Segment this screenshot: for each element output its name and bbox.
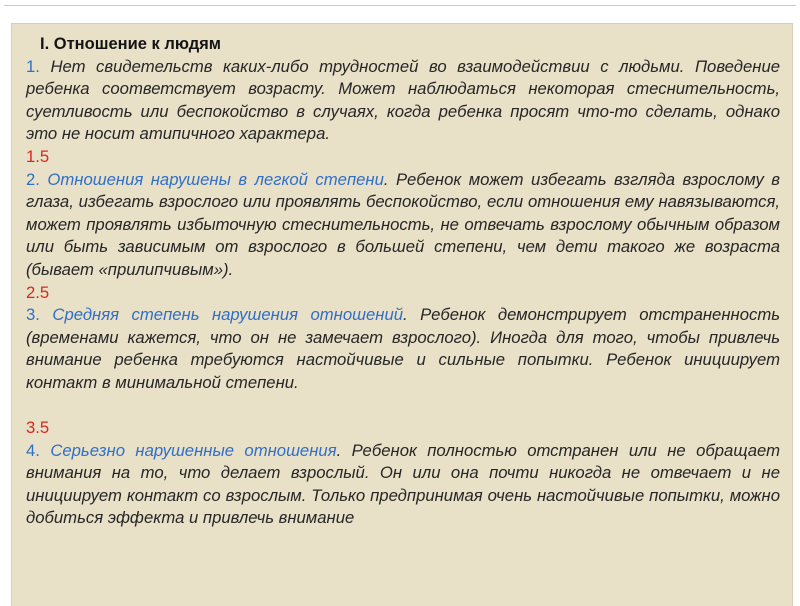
slide-frame <box>4 5 796 606</box>
content-panel <box>12 24 792 606</box>
section-heading: I. Отношение к людям <box>40 35 222 53</box>
item-4 <box>26 440 780 530</box>
item-1-number: 1. <box>26 56 40 76</box>
item-4-number: 4. <box>26 440 40 460</box>
item-4-text: . Ребенок полностью отстранен или не обращает внимания на то, что делает взрослый. Он или она почти никогда не отвечает и не инициирует контакт со взрослым. Только предпринимая очень настойчивые попытки, можно добиться эффекта и привлечь внимание <box>26 440 780 528</box>
item-3-score: 3.5 <box>26 418 50 438</box>
spacer <box>26 395 780 418</box>
item-1-score: 1.5 <box>26 146 50 166</box>
item-1 <box>26 56 780 146</box>
item-3-number: 3. <box>26 305 40 325</box>
item-3-lead: Средняя степень нарушения отношений <box>39 305 404 325</box>
slide-content <box>26 33 780 530</box>
item-2-lead: Отношения нарушены в легкой степени <box>39 169 384 189</box>
item-4-lead: Серьезно нарушенные отношения <box>39 440 337 460</box>
item-2 <box>26 169 780 282</box>
item-2-score: 2.5 <box>26 282 50 302</box>
item-2-number: 2. <box>26 169 40 189</box>
item-3-text: . Ребенок демонстрирует отстраненность (временами кажется, что он не замечает взрослого). Иногда для того, чтобы привлечь внимание ребенка требуются настойчивые и сильные попытки. Ребенок инициирует контакт в минимальной степени. <box>26 305 780 392</box>
item-3 <box>26 304 780 394</box>
item-1-text: Нет свидетельств каких-либо трудностей во взаимодействии с людьми. Поведение ребенка соответствует возрасту. Может наблюдаться некоторая стеснительность, суетливость или беспокойство в случаях, когда ребенка просят что-то сделать, однако это не носит атипичного характера. <box>26 56 780 144</box>
item-2-text: . Ребенок может избегать взгляда взрослому в глаза, избегать взрослого или проявлять беспокойство, если отношения ему навязываются, может проявлять избыточную стеснительность, не отвечать взрослому обычным образом или быть зависимым от взрослого в большей степени, чем дети такого же возраста (бывает «прилипчивым»). <box>26 169 780 279</box>
